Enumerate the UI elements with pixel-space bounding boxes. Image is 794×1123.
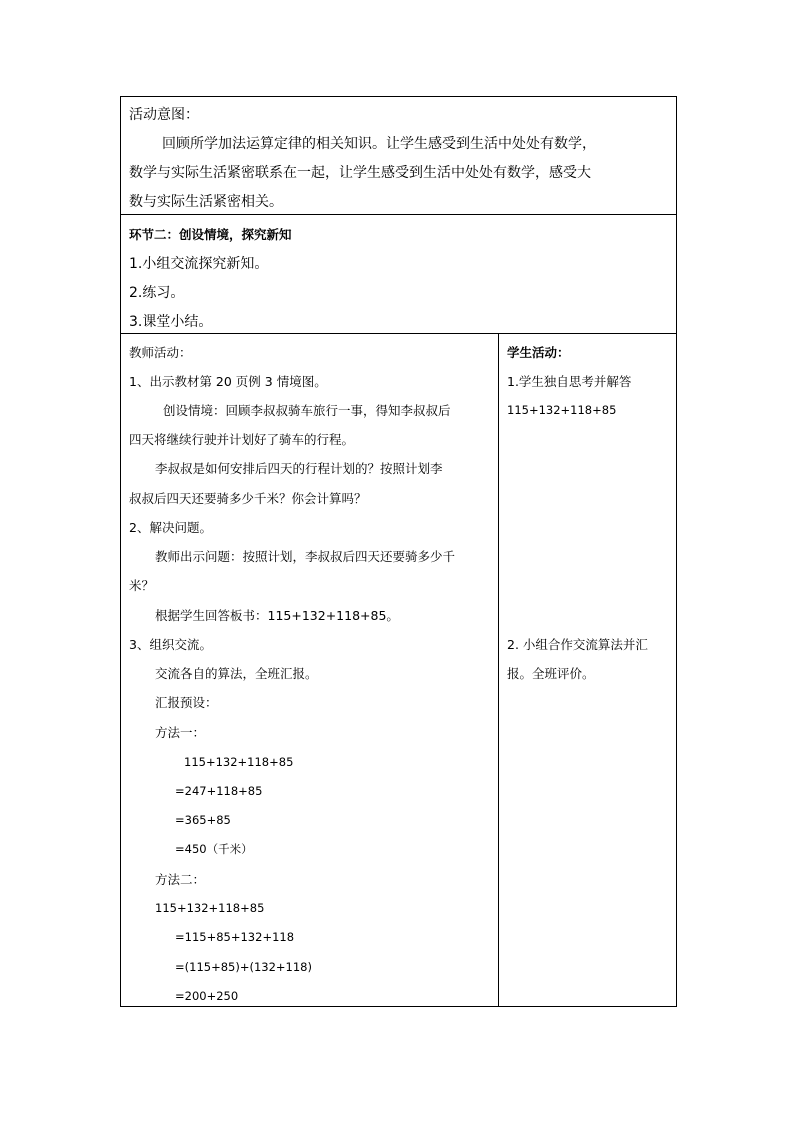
teacher-line: 115+132+118+85	[155, 901, 265, 915]
student-line: 1.学生独自思考并解答	[507, 374, 632, 389]
intent-line: 回顾所学加法运算定律的相关知识。让学生感受到生活中处处有数学，	[162, 136, 596, 152]
teacher-line: =115+85+132+118	[175, 930, 295, 944]
teacher-line: 方法二：	[155, 872, 206, 887]
teacher-line: 李叔叔是如何安排后四天的行程计划的？按照计划李	[155, 461, 443, 476]
student-line: 115+132+118+85	[507, 403, 617, 417]
teacher-line: 米？	[129, 578, 155, 593]
intent-line: 数与实际生活紧密相关。	[129, 194, 283, 210]
row-divider	[121, 333, 676, 334]
section-item: 2.练习。	[129, 285, 185, 301]
intent-line: 数学与实际生活紧密联系在一起，让学生感受到生活中处处有数学，感受大	[129, 165, 591, 181]
column-divider	[498, 333, 499, 1006]
teacher-line: 教师出示问题：按照计划，李叔叔后四天还要骑多少千	[155, 549, 456, 564]
teacher-line: 1、出示教材第 20 页例 3 情境图。	[129, 374, 327, 389]
teacher-heading: 教师活动：	[129, 345, 192, 360]
student-line: 报。全班评价。	[507, 666, 595, 681]
teacher-line: 2、解决问题。	[129, 520, 212, 535]
row-divider	[121, 214, 676, 215]
section-heading: 环节二：创设情境，探究新知	[129, 227, 292, 242]
teacher-line: 叔叔后四天还要骑多少千米？你会计算吗？	[129, 491, 367, 506]
teacher-line: 交流各自的算法，全班汇报。	[155, 666, 318, 681]
teacher-line: 汇报预设：	[155, 695, 218, 710]
intent-heading: 活动意图：	[129, 107, 199, 123]
student-line: 2. 小组合作交流算法并汇	[507, 637, 648, 652]
teacher-line: 四天将继续行驶并计划好了骑车的行程。	[129, 432, 355, 447]
teacher-line: =247+118+85	[175, 784, 263, 798]
teacher-line: =200+250	[175, 989, 239, 1003]
teacher-line: =365+85	[175, 813, 231, 827]
teacher-line: 创设情境：回顾李叔叔骑车旅行一事，得知李叔叔后	[163, 403, 451, 418]
lesson-table	[120, 96, 677, 1007]
teacher-line: 115+132+118+85	[184, 755, 294, 769]
teacher-line: 3、组织交流。	[129, 637, 212, 652]
teacher-line: 根据学生回答板书：115+132+118+85。	[155, 608, 399, 623]
section-item: 1.小组交流探究新知。	[129, 256, 269, 272]
teacher-line: =450（千米）	[175, 842, 253, 856]
teacher-line: =(115+85)+(132+118)	[175, 960, 312, 974]
teacher-line: 方法一：	[155, 725, 206, 740]
student-heading: 学生活动：	[507, 345, 570, 360]
section-item: 3.课堂小结。	[129, 314, 213, 330]
